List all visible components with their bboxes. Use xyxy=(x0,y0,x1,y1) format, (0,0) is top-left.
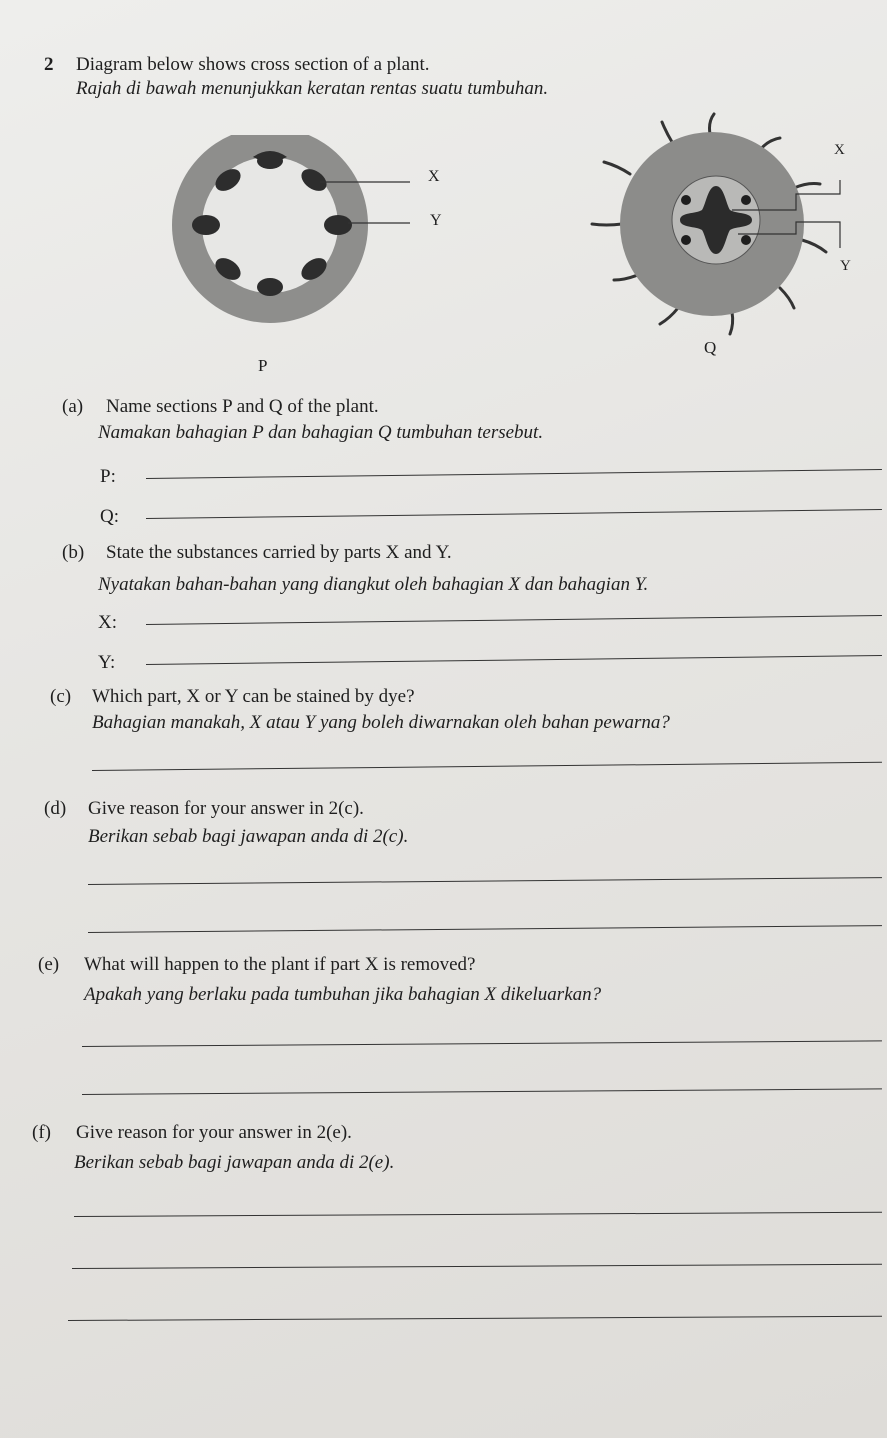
part-d-answer-line-2[interactable] xyxy=(88,925,882,933)
part-d-marker: (d) xyxy=(44,798,67,819)
diagram-q-label-y: Y xyxy=(840,258,851,274)
vascular-bundle xyxy=(324,215,352,235)
part-b-label-y: Y: xyxy=(98,652,116,673)
question-title-ms: Rajah di bawah menunjukkan keratan rentas suatu tumbuhan. xyxy=(76,78,549,99)
part-e-question-ms: Apakah yang berlaku pada tumbuhan jika bahagian X dikeluarkan? xyxy=(84,984,602,1005)
part-c-question-en: Which part, X or Y can be stained by dye? xyxy=(92,686,415,707)
part-b-answer-line-y[interactable] xyxy=(146,655,882,665)
phloem-dot xyxy=(741,195,751,205)
part-f-question-en: Give reason for your answer in 2(e). xyxy=(76,1122,352,1143)
part-e-answer-line-2[interactable] xyxy=(82,1088,882,1095)
part-c-marker: (c) xyxy=(50,686,72,707)
part-a-label-p: P: xyxy=(100,466,116,487)
part-b-question-ms: Nyatakan bahan-bahan yang diangkut oleh bahagian X dan bahagian Y. xyxy=(98,574,649,595)
root-hair xyxy=(780,288,794,308)
diagram-p-label-y: Y xyxy=(430,212,442,229)
question-title-en: Diagram below shows cross section of a plant. xyxy=(76,54,430,75)
vascular-bundle xyxy=(257,153,283,169)
part-a-marker: (a) xyxy=(62,396,84,417)
part-d-question-en: Give reason for your answer in 2(c). xyxy=(88,798,364,819)
part-e-question-en: What will happen to the plant if part X is removed? xyxy=(84,954,476,975)
part-a-answer-line-q[interactable] xyxy=(146,509,882,519)
part-a-answer-line-p[interactable] xyxy=(146,469,882,479)
question-number: 2 xyxy=(44,54,54,75)
root-hair xyxy=(730,312,733,334)
part-b-answer-line-x[interactable] xyxy=(146,615,882,625)
vascular-bundle xyxy=(192,215,220,235)
part-a-label-q: Q: xyxy=(100,506,119,527)
root-hair xyxy=(662,122,672,142)
part-e-marker: (e) xyxy=(38,954,60,975)
part-a-question-en: Name sections P and Q of the plant. xyxy=(106,396,379,417)
part-b-marker: (b) xyxy=(62,542,85,563)
part-f-marker: (f) xyxy=(32,1122,51,1143)
vascular-bundle xyxy=(257,278,283,296)
part-b-question-en: State the substances carried by parts X and Y. xyxy=(106,542,452,563)
diagram-p-caption: P xyxy=(258,356,268,375)
part-d-question-ms: Berikan sebab bagi jawapan anda di 2(c). xyxy=(88,826,409,847)
part-f-question-ms: Berikan sebab bagi jawapan anda di 2(e). xyxy=(74,1152,395,1173)
root-hair xyxy=(802,240,826,252)
phloem-dot xyxy=(681,195,691,205)
root-hair xyxy=(660,308,678,324)
diagram-p-stem-cross-section xyxy=(160,135,460,335)
diagram-q-root-cross-section xyxy=(582,112,862,352)
part-d-answer-line-1[interactable] xyxy=(88,877,882,885)
diagram-q-caption: Q xyxy=(704,338,717,357)
part-f-answer-line-3[interactable] xyxy=(68,1316,882,1321)
phloem-dot xyxy=(741,235,751,245)
part-e-answer-line-1[interactable] xyxy=(82,1040,882,1047)
root-hair xyxy=(794,184,820,189)
part-c-answer-line[interactable] xyxy=(92,762,882,771)
diagram-p-label-x: X xyxy=(428,168,440,185)
part-f-answer-line-2[interactable] xyxy=(72,1264,882,1269)
part-a-question-ms: Namakan bahagian P dan bahagian Q tumbuhan tersebut. xyxy=(98,422,544,443)
part-c-question-ms: Bahagian manakah, X atau Y yang boleh diwarnakan oleh bahan pewarna? xyxy=(92,712,670,733)
part-b-label-x: X: xyxy=(98,612,117,633)
part-f-answer-line-1[interactable] xyxy=(74,1212,882,1217)
phloem-dot xyxy=(681,235,691,245)
root-hair xyxy=(710,114,715,134)
root-hair xyxy=(592,224,622,225)
diagram-q-label-x: X xyxy=(834,142,845,158)
root-hair xyxy=(604,162,630,174)
